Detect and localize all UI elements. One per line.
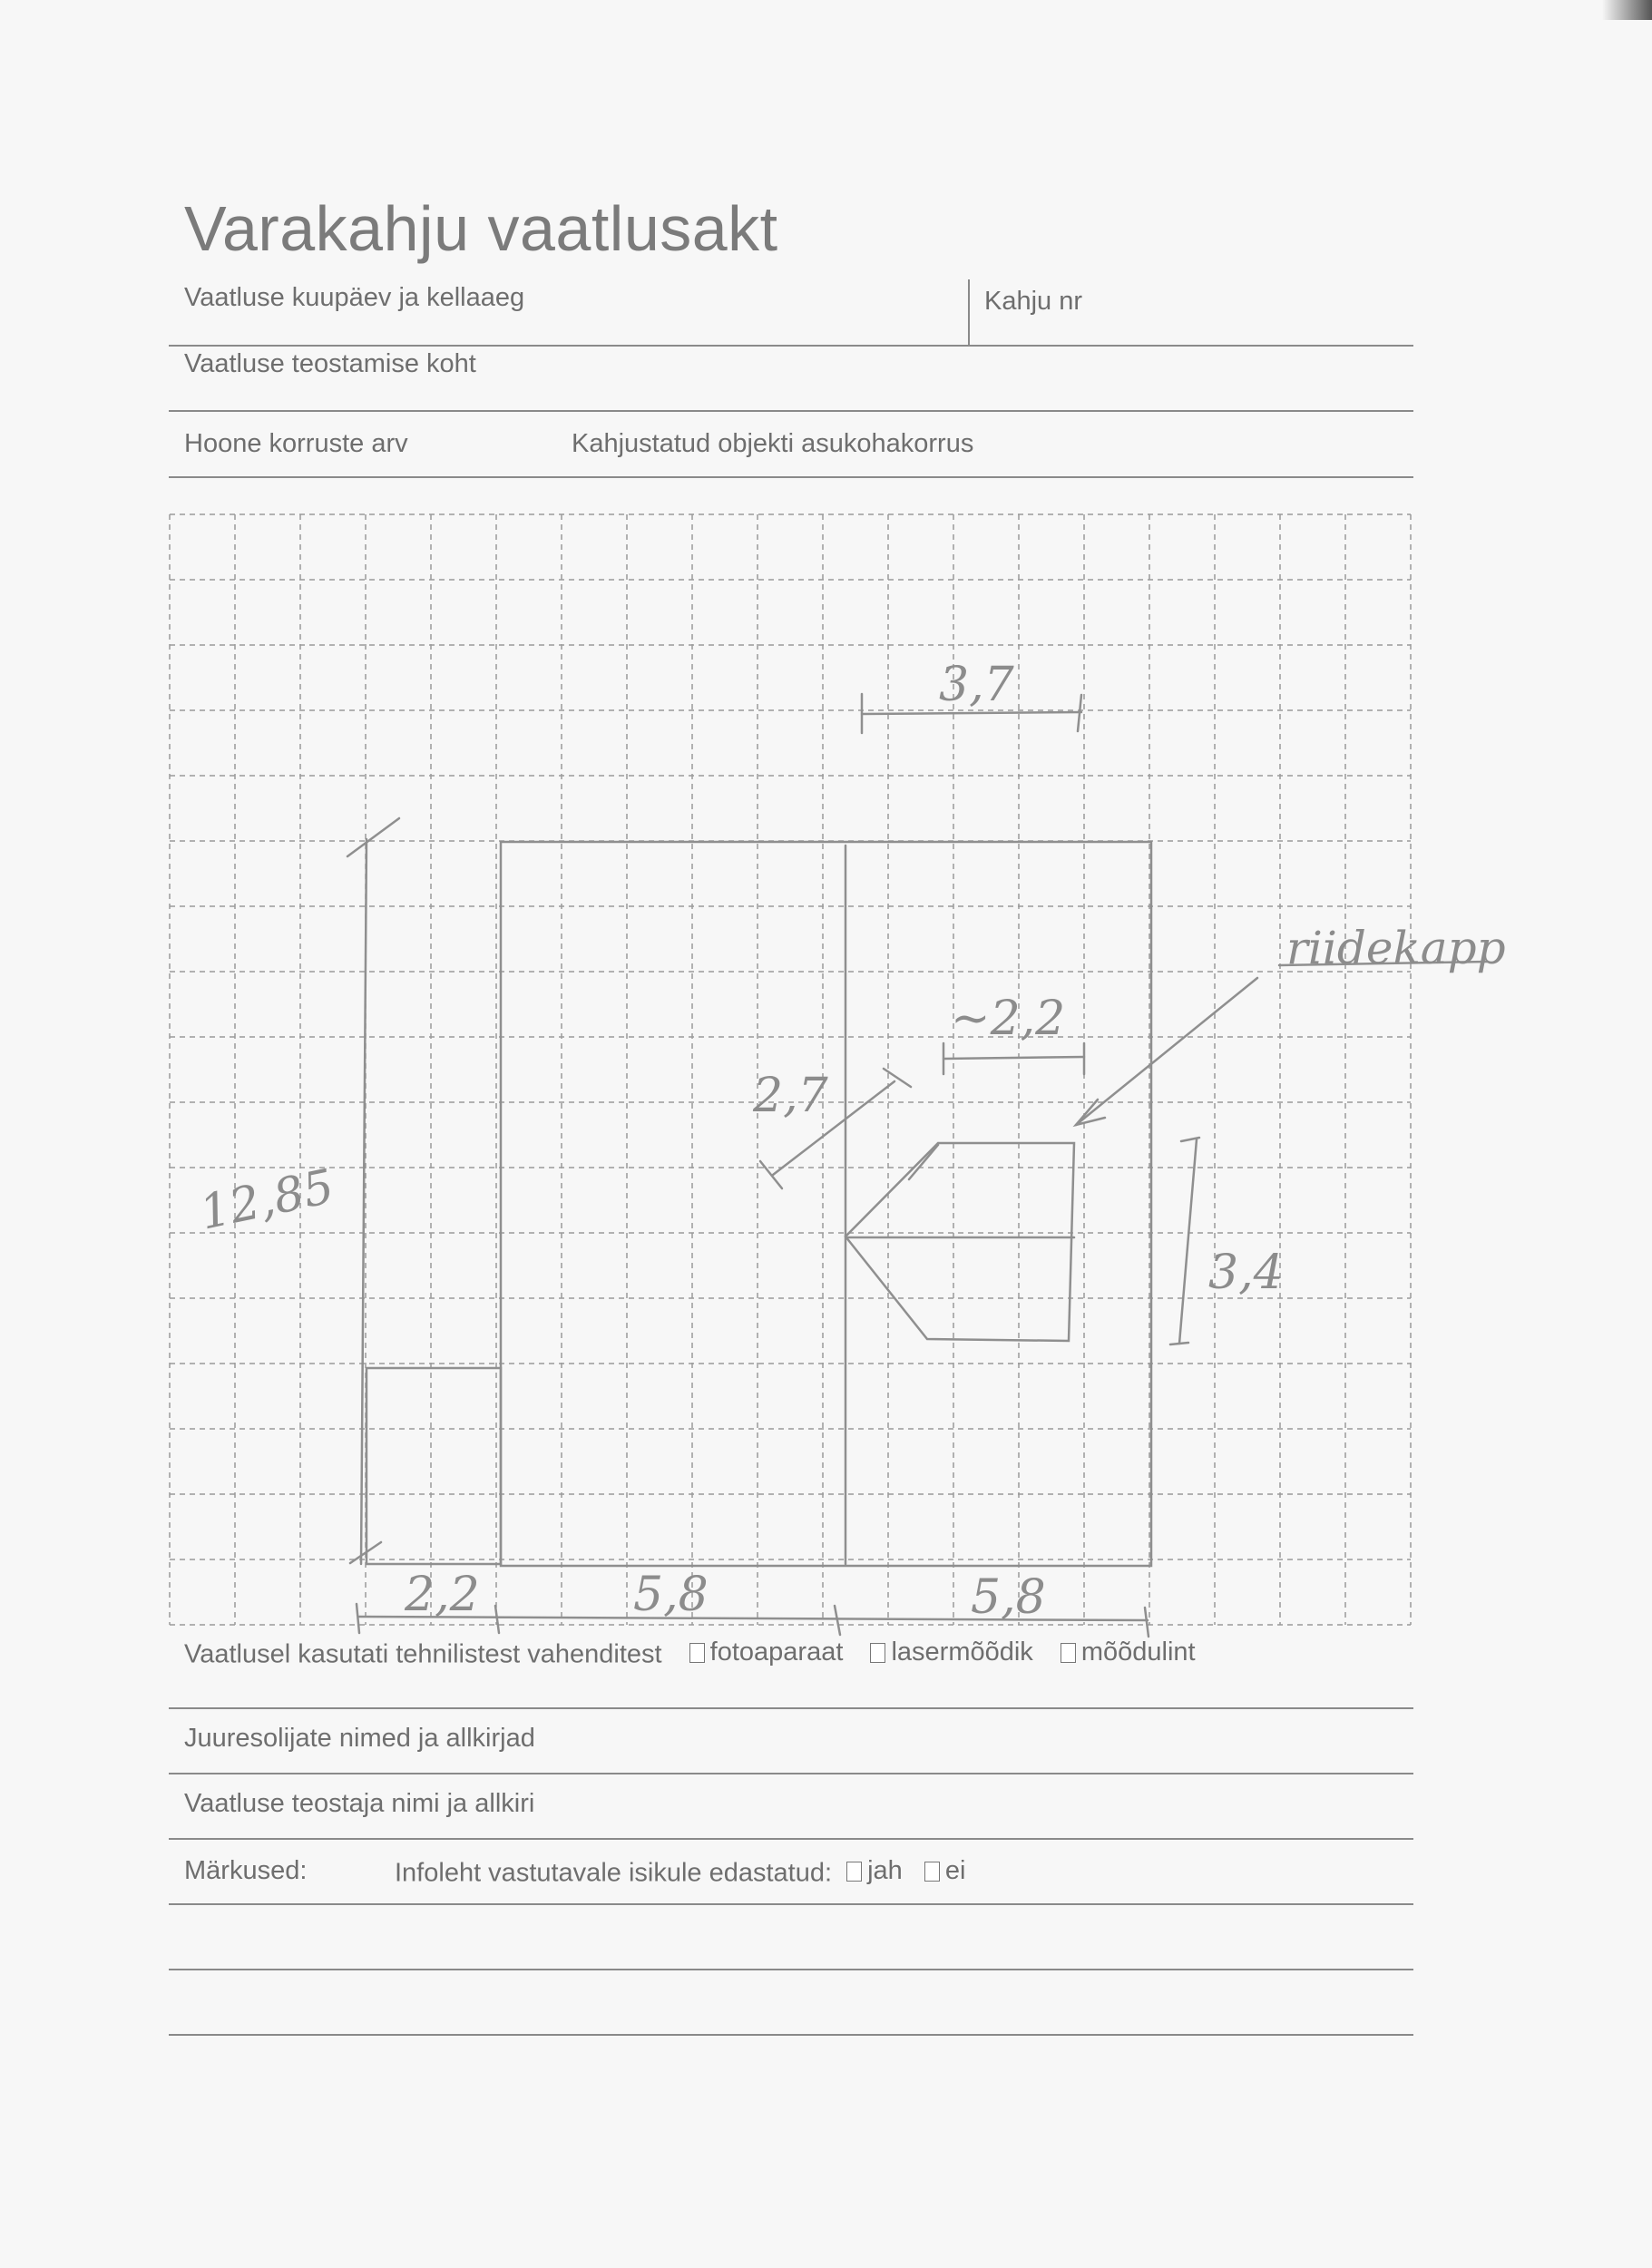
notes-line	[169, 1969, 1413, 1970]
witnesses-label: Juuresolijate nimed ja allkirjad	[184, 1724, 535, 1753]
cabinet-shape	[846, 1143, 1074, 1341]
infoleaflet-row	[395, 1856, 965, 1889]
option-camera[interactable]	[689, 1637, 844, 1667]
option-tape-measure[interactable]	[1061, 1637, 1196, 1667]
camera-checkbox[interactable]	[689, 1643, 705, 1663]
left-dimension-tick	[347, 818, 399, 856]
bottom-tick	[835, 1606, 840, 1635]
yes-checkbox[interactable]	[846, 1862, 862, 1882]
dimension-label-bottom-2: 5,8	[633, 1568, 709, 1622]
dimension-label-cabinet-width: ~2,2	[951, 992, 1066, 1046]
bottom-tick	[495, 1606, 499, 1633]
option-laser-meter[interactable]	[870, 1637, 1032, 1667]
bottom-tick	[1145, 1608, 1149, 1637]
floor-plan-drawing	[347, 694, 1488, 1637]
diagonal-tick	[760, 1161, 782, 1188]
damaged-object-floor-label: Kahjustatud objekti asukohakorrus	[572, 429, 974, 458]
field-underline	[169, 1838, 1413, 1840]
dimension-label-bottom-3: 5,8	[971, 1570, 1046, 1625]
dimension-label-diagonal: 2,7	[753, 1069, 828, 1123]
dimension-label-left: 12,85	[195, 1159, 339, 1241]
cabinet-edge	[909, 1145, 938, 1179]
right-dimension-tick	[1170, 1343, 1188, 1344]
field-underline	[169, 1773, 1413, 1774]
field-underline	[169, 1707, 1413, 1709]
inspection-place-label: Vaatluse teostamise koht	[184, 349, 476, 378]
notes-label: Märkused:	[184, 1856, 308, 1885]
small-room-outline	[367, 1368, 501, 1564]
sketch-labels	[195, 658, 1505, 1625]
camera-option-label: fotoaparaat	[709, 1637, 844, 1667]
notes-line	[169, 2034, 1413, 2036]
building-floors-label: Hoone korruste arv	[184, 429, 408, 458]
inspector-label: Vaatluse teostaja nimi ja allkiri	[184, 1789, 535, 1818]
tape-measure-checkbox[interactable]	[1061, 1643, 1076, 1663]
inspection-datetime-label: Vaatluse kuupäev ja kellaaeg	[184, 283, 525, 312]
no-option-label: ei	[944, 1856, 966, 1885]
technical-means-row	[184, 1637, 1196, 1670]
infoleaflet-label: Infoleht vastutavale isikule edastatud:	[395, 1858, 833, 1888]
cabinet-width-line	[943, 1057, 1084, 1059]
yes-option-label: jah	[867, 1856, 903, 1885]
laser-meter-checkbox[interactable]	[870, 1643, 885, 1663]
dimension-label-right: 3,4	[1208, 1246, 1284, 1300]
top-dimension-line	[862, 712, 1081, 714]
option-no[interactable]	[924, 1856, 966, 1886]
notes-line	[169, 1903, 1413, 1905]
tape-measure-option-label: mõõdulint	[1080, 1637, 1196, 1667]
laser-meter-option-label: lasermõõdik	[891, 1637, 1033, 1667]
annotation-label: riidekapp	[1286, 922, 1506, 974]
dimension-label-bottom-1: 2,2	[405, 1568, 480, 1622]
bottom-tick	[357, 1604, 359, 1633]
no-checkbox[interactable]	[924, 1862, 940, 1882]
main-room-outline	[501, 842, 1151, 1566]
form-title: Varakahju vaatlusakt	[184, 193, 778, 264]
option-yes[interactable]	[846, 1856, 903, 1886]
right-dimension-line	[1179, 1139, 1197, 1344]
damage-nr-label: Kahju nr	[984, 287, 1083, 316]
technical-means-label: Vaatlusel kasutati tehnilistest vahenditest	[184, 1639, 662, 1669]
dimension-label-top: 3,7	[939, 658, 1014, 712]
